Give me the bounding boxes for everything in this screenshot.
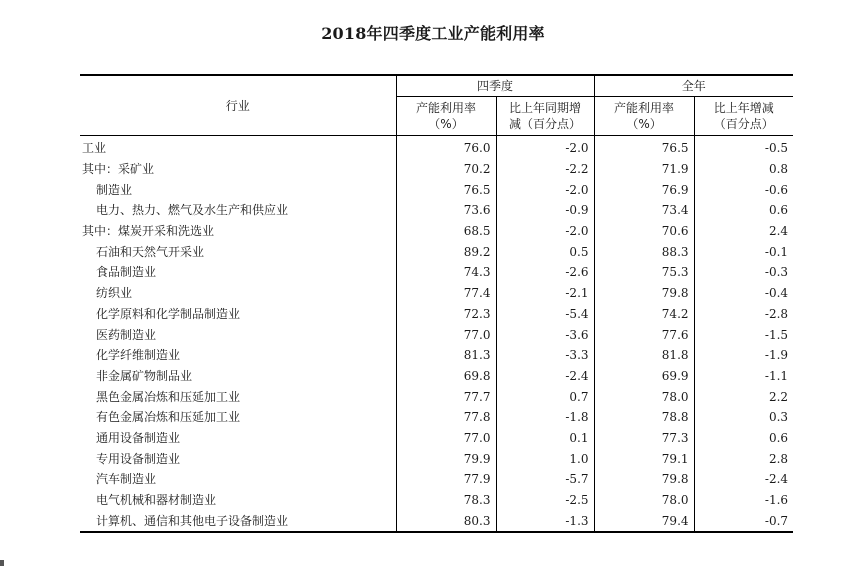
table-row bbox=[80, 366, 793, 387]
header-quarter-rate-line1: 产能利用率 bbox=[415, 101, 476, 115]
cell-year-change: -0.1 bbox=[694, 241, 793, 262]
header-quarter-change-line1: 比上年同期增 bbox=[509, 101, 582, 115]
cell-year-change: -1.5 bbox=[694, 324, 793, 345]
cell-year-change: -2.4 bbox=[694, 469, 793, 490]
cell-quarter-change: -1.8 bbox=[496, 407, 594, 428]
cell-industry: 电气机械和器材制造业 bbox=[96, 493, 217, 508]
table-row bbox=[80, 345, 793, 366]
cell-industry: 电力、热力、燃气及水生产和供应业 bbox=[96, 203, 289, 218]
table-row bbox=[80, 428, 793, 449]
cell-industry: 其中：煤炭开采和洗选业 bbox=[82, 224, 215, 239]
page-title: 2018年四季度工业产能利用率 bbox=[321, 24, 545, 43]
cell-industry: 汽车制造业 bbox=[96, 472, 157, 487]
cell-year-rate: 81.8 bbox=[594, 345, 694, 366]
cell-industry: 工业 bbox=[82, 141, 107, 156]
cell-year-change: -0.6 bbox=[694, 179, 793, 200]
cell-quarter-rate: 77.0 bbox=[396, 324, 496, 345]
cell-quarter-rate: 72.3 bbox=[396, 304, 496, 325]
table-row bbox=[80, 386, 793, 407]
header-industry: 行业 bbox=[80, 75, 396, 136]
table-header bbox=[80, 75, 793, 136]
cell-year-change: 0.6 bbox=[694, 428, 793, 449]
cell-year-change: 2.2 bbox=[694, 386, 793, 407]
cell-year-rate: 73.4 bbox=[594, 200, 694, 221]
cell-year-change: 0.6 bbox=[694, 200, 793, 221]
cell-industry: 纺织业 bbox=[96, 286, 133, 301]
cell-quarter-rate: 77.7 bbox=[396, 386, 496, 407]
cell-quarter-rate: 69.8 bbox=[396, 366, 496, 387]
cell-quarter-change: -2.4 bbox=[496, 366, 594, 387]
header-quarter-rate-line2: （%） bbox=[428, 117, 464, 131]
cell-quarter-rate: 77.9 bbox=[396, 469, 496, 490]
cell-year-change: -0.5 bbox=[694, 136, 793, 159]
table-row bbox=[80, 159, 793, 180]
cell-quarter-change: -5.4 bbox=[496, 304, 594, 325]
header-year: 全年 bbox=[594, 75, 793, 97]
cell-year-rate: 74.2 bbox=[594, 304, 694, 325]
cell-year-rate: 78.8 bbox=[594, 407, 694, 428]
cell-industry: 有色金属冶炼和压延加工业 bbox=[96, 410, 241, 425]
cell-year-change: 0.8 bbox=[694, 159, 793, 180]
cell-quarter-rate: 80.3 bbox=[396, 510, 496, 532]
cell-year-rate: 78.0 bbox=[594, 386, 694, 407]
cell-year-rate: 77.3 bbox=[594, 428, 694, 449]
header-quarter-change-line2: 减（百分点） bbox=[509, 117, 582, 131]
cell-industry: 化学纤维制造业 bbox=[96, 348, 181, 363]
cell-quarter-rate: 73.6 bbox=[396, 200, 496, 221]
cell-industry: 通用设备制造业 bbox=[96, 430, 181, 445]
cell-quarter-change: -2.2 bbox=[496, 159, 594, 180]
table-row bbox=[80, 407, 793, 428]
cell-industry: 专用设备制造业 bbox=[96, 451, 181, 466]
table-row bbox=[80, 262, 793, 283]
table-row bbox=[80, 283, 793, 304]
header-year-change-line2: （百分点） bbox=[713, 117, 774, 131]
cell-industry: 制造业 bbox=[96, 182, 133, 197]
cell-year-change: -0.4 bbox=[694, 283, 793, 304]
cell-quarter-change: 1.0 bbox=[496, 448, 594, 469]
cell-year-rate: 76.9 bbox=[594, 179, 694, 200]
cell-year-rate: 71.9 bbox=[594, 159, 694, 180]
cell-year-rate: 79.1 bbox=[594, 448, 694, 469]
cell-quarter-rate: 70.2 bbox=[396, 159, 496, 180]
cell-industry: 非金属矿物制品业 bbox=[96, 368, 193, 383]
header-year-change bbox=[694, 97, 793, 136]
header-year-rate-line1: 产能利用率 bbox=[614, 101, 675, 115]
table-row bbox=[80, 510, 793, 532]
table-row bbox=[80, 490, 793, 511]
cell-quarter-change: -2.0 bbox=[496, 136, 594, 159]
cell-industry: 计算机、通信和其他电子设备制造业 bbox=[80, 510, 396, 532]
header-year-rate bbox=[594, 97, 694, 136]
header-quarter: 四季度 bbox=[396, 75, 594, 97]
table-row bbox=[80, 221, 793, 242]
cell-quarter-change: -2.1 bbox=[496, 283, 594, 304]
cell-quarter-rate: 79.9 bbox=[396, 448, 496, 469]
table-row bbox=[80, 469, 793, 490]
table-row bbox=[80, 241, 793, 262]
capacity-utilization-table bbox=[80, 74, 793, 533]
cell-year-change: 2.4 bbox=[694, 221, 793, 242]
header-quarter-rate bbox=[396, 97, 496, 136]
cell-year-change: 2.8 bbox=[694, 448, 793, 469]
cell-year-change: -1.6 bbox=[694, 490, 793, 511]
cell-year-change: -1.9 bbox=[694, 345, 793, 366]
cell-quarter-change: -5.7 bbox=[496, 469, 594, 490]
cell-quarter-change: -3.3 bbox=[496, 345, 594, 366]
header-year-change-line1: 比上年增减 bbox=[713, 101, 774, 115]
cell-industry: 石油和天然气开采业 bbox=[96, 244, 205, 259]
table-body bbox=[80, 136, 793, 533]
table-row bbox=[80, 179, 793, 200]
table-row bbox=[80, 324, 793, 345]
header-quarter-change bbox=[496, 97, 594, 136]
cell-industry: 其中：采矿业 bbox=[82, 162, 155, 177]
cell-industry: 食品制造业 bbox=[96, 265, 157, 280]
cell-year-change: -0.3 bbox=[694, 262, 793, 283]
cell-quarter-change: -3.6 bbox=[496, 324, 594, 345]
cell-year-rate: 78.0 bbox=[594, 490, 694, 511]
cell-quarter-change: -2.0 bbox=[496, 221, 594, 242]
cell-quarter-rate: 78.3 bbox=[396, 490, 496, 511]
cell-quarter-rate: 77.4 bbox=[396, 283, 496, 304]
cell-year-rate: 88.3 bbox=[594, 241, 694, 262]
cell-year-rate: 77.6 bbox=[594, 324, 694, 345]
cell-year-change: -2.8 bbox=[694, 304, 793, 325]
cell-year-change: 0.3 bbox=[694, 407, 793, 428]
cell-year-rate: 79.8 bbox=[594, 469, 694, 490]
cell-year-rate: 70.6 bbox=[594, 221, 694, 242]
cell-quarter-change: -2.6 bbox=[496, 262, 594, 283]
cell-quarter-change: 0.5 bbox=[496, 241, 594, 262]
cell-industry: 医药制造业 bbox=[96, 327, 157, 342]
cell-quarter-change: 0.7 bbox=[496, 386, 594, 407]
table-row bbox=[80, 304, 793, 325]
cell-quarter-rate: 76.5 bbox=[396, 179, 496, 200]
corner-glyph-fragment bbox=[0, 560, 4, 566]
cell-quarter-change: -2.5 bbox=[496, 490, 594, 511]
cell-quarter-rate: 68.5 bbox=[396, 221, 496, 242]
cell-year-change: -0.7 bbox=[694, 510, 793, 532]
cell-quarter-rate: 74.3 bbox=[396, 262, 496, 283]
cell-year-rate: 79.4 bbox=[594, 510, 694, 532]
cell-year-rate: 69.9 bbox=[594, 366, 694, 387]
table-row bbox=[80, 136, 793, 159]
cell-year-change: -1.1 bbox=[694, 366, 793, 387]
cell-quarter-rate: 76.0 bbox=[396, 136, 496, 159]
cell-quarter-rate: 77.0 bbox=[396, 428, 496, 449]
cell-year-rate: 75.3 bbox=[594, 262, 694, 283]
cell-quarter-rate: 77.8 bbox=[396, 407, 496, 428]
header-year-rate-line2: （%） bbox=[626, 117, 662, 131]
cell-quarter-change: -1.3 bbox=[496, 510, 594, 532]
cell-industry: 化学原料和化学制品制造业 bbox=[96, 306, 241, 321]
cell-quarter-rate: 81.3 bbox=[396, 345, 496, 366]
cell-industry: 黑色金属冶炼和压延加工业 bbox=[96, 389, 241, 404]
cell-quarter-change: 0.1 bbox=[496, 428, 594, 449]
cell-quarter-change: -0.9 bbox=[496, 200, 594, 221]
cell-year-rate: 79.8 bbox=[594, 283, 694, 304]
cell-year-rate: 76.5 bbox=[594, 136, 694, 159]
table-row bbox=[80, 200, 793, 221]
cell-quarter-change: -2.0 bbox=[496, 179, 594, 200]
table-row bbox=[80, 448, 793, 469]
cell-quarter-rate: 89.2 bbox=[396, 241, 496, 262]
